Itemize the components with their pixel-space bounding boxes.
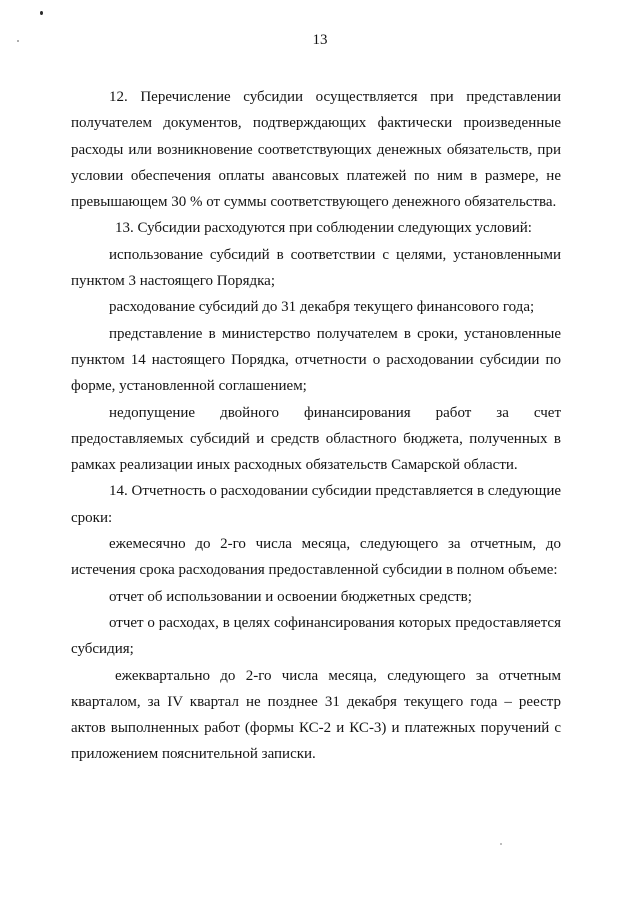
paragraph-condition-no-double-funding: недопущение двойного финансирования работ за счет предоставляемых субсидий и средств областного бюджета, полученных в рамках реализации иных расходных обязательств Самарской области. [71, 404, 561, 474]
scan-artifact-dot [500, 843, 502, 845]
paragraph-report-cofinanced-expenses: отчет о расходах, в целях софинансирования которых предоставляется субсидия; [71, 614, 561, 658]
scan-artifact-dot [17, 40, 19, 42]
paragraph-subsidy-transfer: 12. Перечисление субсидии осуществляется при представлении получателем документов, подтверждающих фактически произведенные расходы или возникновение соответствующих денежных обязательств, при условии обеспечения оплаты авансовых платежей по ним в размере, не превышающем 30 % от суммы соответствующего денежного обязательства. [71, 89, 561, 211]
paragraph-reporting-schedule-heading: 14. Отчетность о расходовании субсидии представляется в следующие сроки: [71, 483, 561, 526]
page-number: 13 [312, 32, 328, 48]
paragraph-quarterly-reporting: ежеквартально до 2-го числа месяца, следующего за отчетным кварталом, за IV квартал не позднее 31 декабря текущего года – реестр актов выполненных работ (формы КС-2 и КС-3) и платежных поручений с приложением пояснительной записки. [71, 667, 561, 763]
paragraph-monthly-reporting: ежемесячно до 2-го числа месяца, следующего за отчетным, до истечения срока расходования предоставленной субсидии в полном объеме: [71, 536, 561, 579]
paragraph-condition-deadline: расходование субсидий до 31 декабря текущего финансового года; [109, 299, 535, 316]
paragraph-spending-conditions-heading: 13. Субсидии расходуются при соблюдении следующих условий: [115, 220, 532, 237]
scan-artifact-dot [40, 11, 43, 15]
paragraph-condition-reporting: представление в министерство получателем в сроки, установленные пунктом 14 настоящего Порядка, отчетности о расходовании субсидии по форме, установленной соглашением; [71, 325, 561, 395]
document-body [71, 84, 561, 768]
paragraph-condition-purpose: использование субсидий в соответствии с целями, установленными пунктом 3 настоящего Порядка; [71, 246, 561, 290]
paragraph-report-budget-usage: отчет об использовании и освоении бюджетных средств; [109, 588, 472, 605]
